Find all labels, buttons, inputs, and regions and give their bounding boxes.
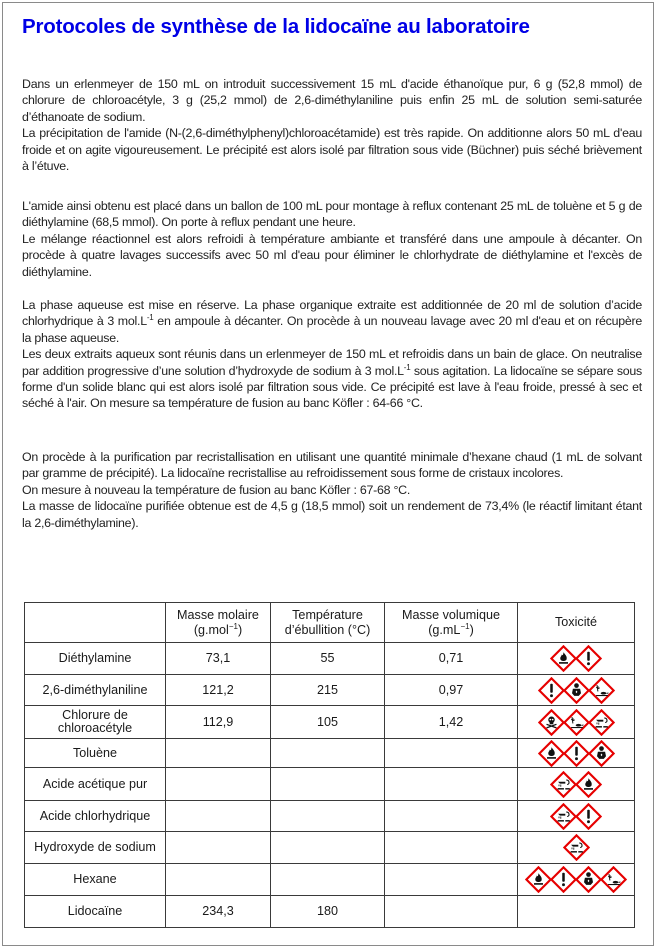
molar-mass-value: 73,1 <box>166 643 271 675</box>
ghs-environment-icon <box>563 709 590 736</box>
toxicity-pictograms <box>518 801 635 832</box>
compound-name: Acide acétique pur <box>25 768 166 801</box>
boiling-point-value <box>271 864 385 896</box>
molar-mass-value <box>166 801 271 832</box>
ghs-exclamation-icon <box>538 677 565 704</box>
boiling-point-value: 105 <box>271 706 385 739</box>
paragraph-extraction <box>22 297 642 412</box>
molar-mass-value <box>166 864 271 896</box>
toxicity-pictograms <box>518 675 635 706</box>
header-text: Température <box>292 607 363 622</box>
header-density <box>385 603 518 643</box>
table-row <box>25 675 635 706</box>
molar-mass-value <box>166 768 271 801</box>
superscript: −1 <box>460 621 470 631</box>
table-row <box>25 896 635 928</box>
boiling-point-value <box>271 832 385 864</box>
table-row <box>25 832 635 864</box>
boiling-point-value <box>271 739 385 768</box>
header-text: ) <box>237 622 243 637</box>
ghs-exclamation-icon <box>563 740 590 767</box>
ghs-exclamation-icon <box>575 803 602 830</box>
toxicity-pictograms <box>518 864 635 896</box>
table-row <box>25 739 635 768</box>
ghs-flammable-icon <box>525 866 552 893</box>
ghs-flammable-icon <box>575 771 602 798</box>
header-text: (g.mol <box>193 622 229 637</box>
toxicity-pictograms <box>518 739 635 768</box>
density-value: 0,97 <box>385 675 518 706</box>
header-text: ) <box>469 622 474 637</box>
header-text: Masse molaire <box>177 607 259 622</box>
text-span: La phase aqueuse est mise en réserve. La phase organique extraite est additionnée de 20 ml de solution d’acide chlorhydrique à 3 mol.L <box>22 298 642 329</box>
ghs-corrosive-icon <box>588 709 615 736</box>
ghs-corrosive-icon <box>550 803 577 830</box>
table-row <box>25 768 635 801</box>
header-toxicity: Toxicité <box>518 603 635 643</box>
ghs-health-hazard-icon <box>575 866 602 893</box>
table-header-row <box>25 603 635 643</box>
paragraph-purification <box>22 449 642 531</box>
paragraph-text <box>22 297 642 346</box>
ghs-flammable-icon <box>538 740 565 767</box>
molar-mass-value <box>166 832 271 864</box>
toxicity-pictograms <box>518 768 635 801</box>
paragraph-text: La précipitation de l'amide (N-(2,6-diméthylphenyl)chloroacétamide) est très rapide. On additionne alors 50 mL d'eau froide et on agite vigoureusement. Le précipité est alors isolé par filtration sous vide (Büchner) puis séché brièvement à l’étuve. <box>22 126 642 174</box>
ghs-corrosive-icon <box>550 771 577 798</box>
toxicity-pictograms <box>518 643 635 675</box>
header-compound <box>25 603 166 643</box>
paragraph-text: On mesure à nouveau la température de fusion au banc Köfler : 67-68 °C. <box>22 482 411 497</box>
molar-mass-value: 234,3 <box>166 896 271 928</box>
text-span: Les deux extraits aqueux sont réunis dans un erlenmeyer de 150 mL et refroidis dans un bain de glace. On neutralise par addition progressive d’une solution d’hydroxyde de sodium à 3 mol.L <box>22 347 642 378</box>
density-value: 1,42 <box>385 706 518 739</box>
compound-name: Acide chlorhydrique <box>25 801 166 832</box>
compound-name-line: chloroacétyle <box>57 721 133 735</box>
boiling-point-value <box>271 768 385 801</box>
ghs-corrosive-icon <box>563 834 590 861</box>
toxicity-pictograms <box>518 706 635 739</box>
paragraph-reflux <box>22 198 642 280</box>
superscript: -1 <box>146 313 154 323</box>
boiling-point-value <box>271 801 385 832</box>
ghs-exclamation-icon <box>550 866 577 893</box>
ghs-health-hazard-icon <box>588 740 615 767</box>
paragraph-text <box>22 346 642 412</box>
header-text: d’ébullition (°C) <box>284 622 371 637</box>
compound-name: Hexane <box>25 864 166 896</box>
molar-mass-value <box>166 739 271 768</box>
compound-name: Lidocaïne <box>25 896 166 928</box>
table-row <box>25 706 635 739</box>
header-text: (g.mL <box>428 622 461 637</box>
paragraph-text: Le mélange réactionnel est alors refroidi à température ambiante et transféré dans une ampoule à décanter. On procède à quatre lavages successifs avec 50 ml d'eau pour éliminer le chlorhydrate de diéthylamine et l'excès de diéthylamine. <box>22 231 642 279</box>
density-value <box>385 801 518 832</box>
ghs-health-hazard-icon <box>563 677 590 704</box>
ghs-environment-icon <box>588 677 615 704</box>
ghs-flammable-icon <box>550 645 577 672</box>
ghs-exclamation-icon <box>575 645 602 672</box>
toxicity-pictograms <box>518 896 635 928</box>
header-boiling-point <box>271 603 385 643</box>
compound-name <box>25 706 166 739</box>
density-value: 0,71 <box>385 643 518 675</box>
boiling-point-value: 180 <box>271 896 385 928</box>
header-text: Masse volumique <box>402 607 500 622</box>
boiling-point-value: 215 <box>271 675 385 706</box>
header-molar-mass <box>166 603 271 643</box>
page-title: Protocoles de synthèse de la lidocaïne au laboratoire <box>22 15 530 38</box>
density-value <box>385 768 518 801</box>
density-value <box>385 864 518 896</box>
density-value <box>385 896 518 928</box>
compound-name: Hydroxyde de sodium <box>25 832 166 864</box>
molar-mass-value: 121,2 <box>166 675 271 706</box>
text-span: en ampoule à décanter. On procède à un nouveau lavage avec 20 ml d'eau et on récupère la phase aqueuse. <box>22 314 643 345</box>
text-span: sous agitation. La lidocaïne se sépare sous forme d'un solide blanc qui est alors isolé par filtration sous vide. Ce précipité est lave à l'eau froide, pressé à sec et séché à l'air. On mesure sa température de fusion au banc Köfler : 64-66 °C. <box>22 363 642 411</box>
ghs-environment-icon <box>600 866 627 893</box>
density-value <box>385 739 518 768</box>
compound-name-line: Chlorure de <box>62 708 128 722</box>
paragraph-text: On procède à la purification par recristallisation en utilisant une quantité minimale d’hexane chaud (1 mL de solvant par gramme de précipité). La lidocaïne recristallise au refroidissement sous forme de cristaux incolores. <box>22 450 642 481</box>
density-value <box>385 832 518 864</box>
compound-name: Diéthylamine <box>25 643 166 675</box>
paragraph-text: La masse de lidocaïne purifiée obtenue est de 4,5 g (18,5 mmol) soit un rendement de 73,4% (le réactif limitant étant la 2,6-diméthylamine). <box>22 499 642 530</box>
table-row <box>25 864 635 896</box>
compound-name: Toluène <box>25 739 166 768</box>
table-row <box>25 801 635 832</box>
superscript: -1 <box>403 362 411 372</box>
toxicity-pictograms <box>518 832 635 864</box>
paragraph-text: L'amide ainsi obtenu est placé dans un ballon de 100 mL pour montage à reflux contenant 25 mL de toluène et 5 g de diéthylamine (68,5 mmol). On porte à reflux pendant une heure. <box>22 199 642 230</box>
boiling-point-value: 55 <box>271 643 385 675</box>
table-row <box>25 643 635 675</box>
ghs-skull-icon <box>538 709 565 736</box>
chemical-properties-table <box>24 602 635 928</box>
superscript: −1 <box>228 621 238 631</box>
compound-name: 2,6-diméthylaniline <box>25 675 166 706</box>
paragraph-amide-synthesis <box>22 76 642 174</box>
molar-mass-value: 112,9 <box>166 706 271 739</box>
paragraph-text: Dans un erlenmeyer de 150 mL on introduit successivement 15 mL d'acide éthanoïque pur, 6 g (52,8 mmol) de chlorure de chloroacétyle, 3 g (25,2 mmol) de 2,6-diméthylaniline puis enfin 25 mL de solution semi-saturée d’éthanoate de sodium. <box>22 77 642 124</box>
